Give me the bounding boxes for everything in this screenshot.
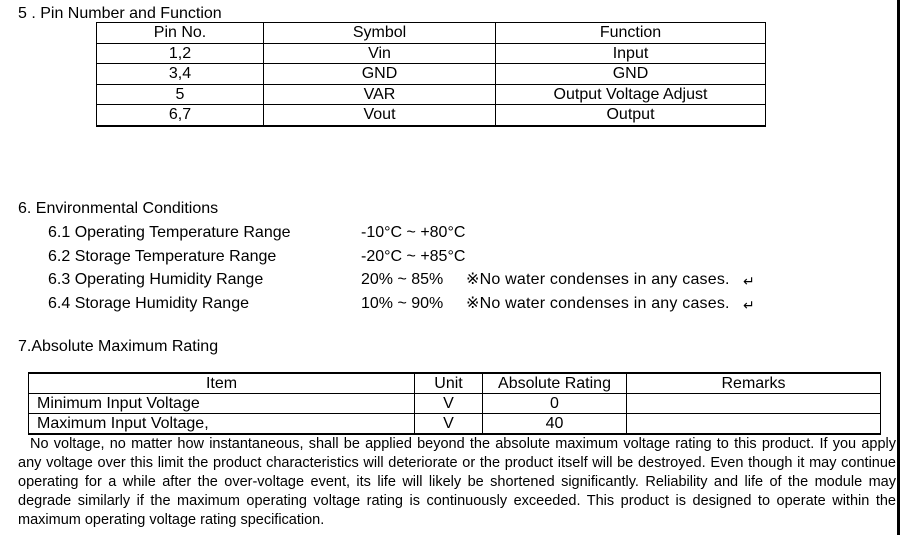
symbol-cell: VAR — [264, 84, 496, 105]
function-cell: GND — [496, 64, 766, 85]
table-header-row — [29, 373, 881, 394]
symbol-cell: GND — [264, 64, 496, 85]
remarks-cell — [627, 394, 881, 414]
absolute-max-rating-table — [28, 372, 881, 435]
env-value: 10% ~ 90% — [361, 295, 444, 312]
table-row — [97, 105, 766, 126]
header-unit: Unit — [415, 373, 483, 394]
env-value: -20°C ~ +85°C — [361, 248, 466, 265]
unit-cell: V — [415, 414, 483, 435]
table-row — [97, 84, 766, 105]
table-row — [97, 64, 766, 85]
paragraph-return-icon: ↵ — [743, 297, 755, 313]
header-remarks: Remarks — [627, 373, 881, 394]
table-header-row — [97, 23, 766, 44]
section6-title: 6. Environmental Conditions — [18, 200, 219, 217]
header-symbol: Symbol — [264, 23, 496, 44]
function-cell: Output — [496, 105, 766, 126]
env-value: 20% ~ 85% — [361, 271, 444, 288]
pin-cell: 1,2 — [97, 43, 264, 64]
header-absolute-rating: Absolute Rating — [483, 373, 627, 394]
voltage-warning-paragraph: No voltage, no matter how instantaneous, shall be applied beyond the absolute maximum voltage rating to this product. If you apply any voltage over this limit the product characteristics will deteriorate or the product itself will be destroyed. Even though it may continue operating for a while after the over-voltage event, its life will likely be shortened significantly. Reliability and life of the module may degrade similarly if the maximum operating voltage rating is continuously exceeded. This product is designed to operate within the maximum operating voltage rating specification. — [18, 436, 896, 528]
paragraph-return-icon: ↵ — [743, 273, 755, 289]
unit-cell: V — [415, 394, 483, 414]
rating-cell: 40 — [483, 414, 627, 435]
env-label: 6.2 Storage Temperature Range — [48, 248, 277, 265]
header-function: Function — [496, 23, 766, 44]
header-item: Item — [29, 373, 415, 394]
table-row — [29, 394, 881, 414]
pin-cell: 5 — [97, 84, 264, 105]
header-pin-no: Pin No. — [97, 23, 264, 44]
env-label: 6.1 Operating Temperature Range — [48, 224, 291, 241]
pin-cell: 3,4 — [97, 64, 264, 85]
function-cell: Output Voltage Adjust — [496, 84, 766, 105]
table-row — [97, 43, 766, 64]
pin-cell: 6,7 — [97, 105, 264, 126]
rating-cell: 0 — [483, 394, 627, 414]
item-cell: Maximum Input Voltage, — [29, 414, 415, 435]
env-value: -10°C ~ +80°C — [361, 224, 466, 241]
env-label: 6.3 Operating Humidity Range — [48, 271, 264, 288]
section7-title: 7.Absolute Maximum Rating — [18, 338, 219, 355]
table-row — [29, 414, 881, 435]
env-note: ※No water condenses in any cases. — [466, 271, 730, 288]
env-note: ※No water condenses in any cases. — [466, 295, 730, 312]
env-label: 6.4 Storage Humidity Range — [48, 295, 249, 312]
symbol-cell: Vout — [264, 105, 496, 126]
function-cell: Input — [496, 43, 766, 64]
section5-title: 5 . Pin Number and Function — [18, 5, 222, 22]
symbol-cell: Vin — [264, 43, 496, 64]
item-cell: Minimum Input Voltage — [29, 394, 415, 414]
pin-function-table — [96, 22, 766, 127]
remarks-cell — [627, 414, 881, 435]
